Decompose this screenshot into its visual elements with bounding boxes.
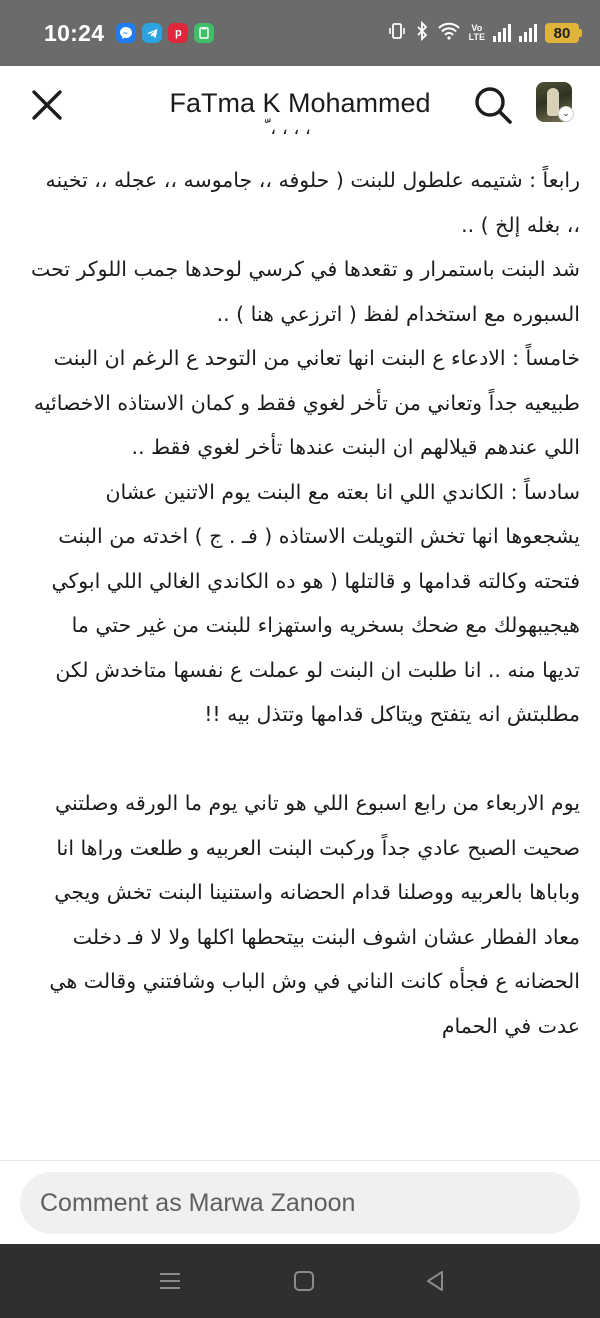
- back-button[interactable]: [420, 1266, 450, 1296]
- paragraph-3: خامساً : الادعاء ع البنت انها تعاني من التوحد ع الرغم ان البنت طبيعيه جداً وتعاني من تأخر لغوي فقط و كمان الاستاذه الاخصائيه اللي عندهم قيلالهم ان البنت عندها تأخر لغوي فقط ..: [33, 346, 580, 459]
- comment-input[interactable]: [20, 1172, 580, 1234]
- avatar[interactable]: [536, 82, 572, 122]
- clipped-line: ّ ، ، ، ،: [265, 118, 311, 139]
- wifi-icon: [437, 21, 461, 45]
- chevron-down-icon: ⌄: [558, 106, 574, 122]
- battery-level: 80: [545, 23, 579, 43]
- paragraph-1: رابعاً : شتيمه علطول للبنت ( حلوفه ،، جاموسه ،، عجله ،، تخينه ،، بغله إلخ ) ..: [45, 168, 580, 237]
- paragraph-5: يوم الاربعاء من رابع اسبوع اللي هو تاني يوم ما الورقه وصلتني صحيت الصبح عادي جداً وركبت البنت العربيه و طلعت وراها انا وباباها بالعربيه ووصلنا قدام الحضانه واستنينا البنت تخش ويجي معاد الفطار عشان اشوف البنت بيتحطها اكلها ولا لا فـ دخلت الحضانه ع فجأه كانت الناني في وش الباب وشافتني وقالت هي عدت في الحمام: [49, 791, 580, 1038]
- telegram-icon: [142, 23, 162, 43]
- notification-icons: [116, 23, 214, 43]
- paragraph-spacer: [28, 737, 580, 782]
- bluetooth-icon: [415, 21, 429, 45]
- vibrate-icon: [387, 21, 407, 45]
- volte-top: Vo: [471, 23, 483, 33]
- notes-app-icon: [194, 23, 214, 43]
- comment-bar: [0, 1160, 600, 1244]
- post-body: [28, 158, 580, 1048]
- signal-icon-2: [519, 24, 537, 42]
- status-time: 10:24: [44, 19, 105, 46]
- home-button[interactable]: [289, 1266, 319, 1296]
- battery-cap: [579, 29, 582, 37]
- post-content[interactable]: [0, 118, 600, 1160]
- pinterest-icon: p: [168, 23, 188, 43]
- status-bar: [0, 0, 600, 66]
- paragraph-2: شد البنت باستمرار و تقعدها في كرسي لوحدها جمب اللوكر تحت السبوره مع استخدام لفظ ( اترزعي هنا ) ..: [31, 257, 580, 326]
- signal-icon: [493, 24, 511, 42]
- home-icon: [289, 1266, 319, 1296]
- paragraph-4: سادساً : الكاندي اللي انا بعته مع البنت يوم الاتنين عشان يشجعوها انها تخش التويلت الاستاذه ( فـ . ج ) اخدته من البنت فتحته وكالته قدامها و قالتلها ( هو ده الكاندي الغالي اللي ابوكي هيجيبهولك مع ضحك بسخريه واستهزاء للبنت من غير حتي ما تديها منه .. انا طلبت ان البنت لو عملت ع نفسها متاخدش لكن مطلبتش انه يتفتح ويتاكل قدامها وتتذل بيه !!: [51, 479, 580, 726]
- back-icon: [420, 1266, 450, 1296]
- menu-icon: [155, 1266, 185, 1296]
- battery-indicator: [545, 23, 582, 43]
- volte-bottom: LTE: [468, 32, 485, 42]
- page-title: FaTma K Mohammed: [169, 88, 431, 118]
- system-nav-bar: [0, 1244, 600, 1318]
- system-status: [387, 21, 582, 45]
- menu-button[interactable]: [155, 1266, 185, 1296]
- volte-indicator: [469, 24, 485, 42]
- messenger-icon: [116, 23, 136, 43]
